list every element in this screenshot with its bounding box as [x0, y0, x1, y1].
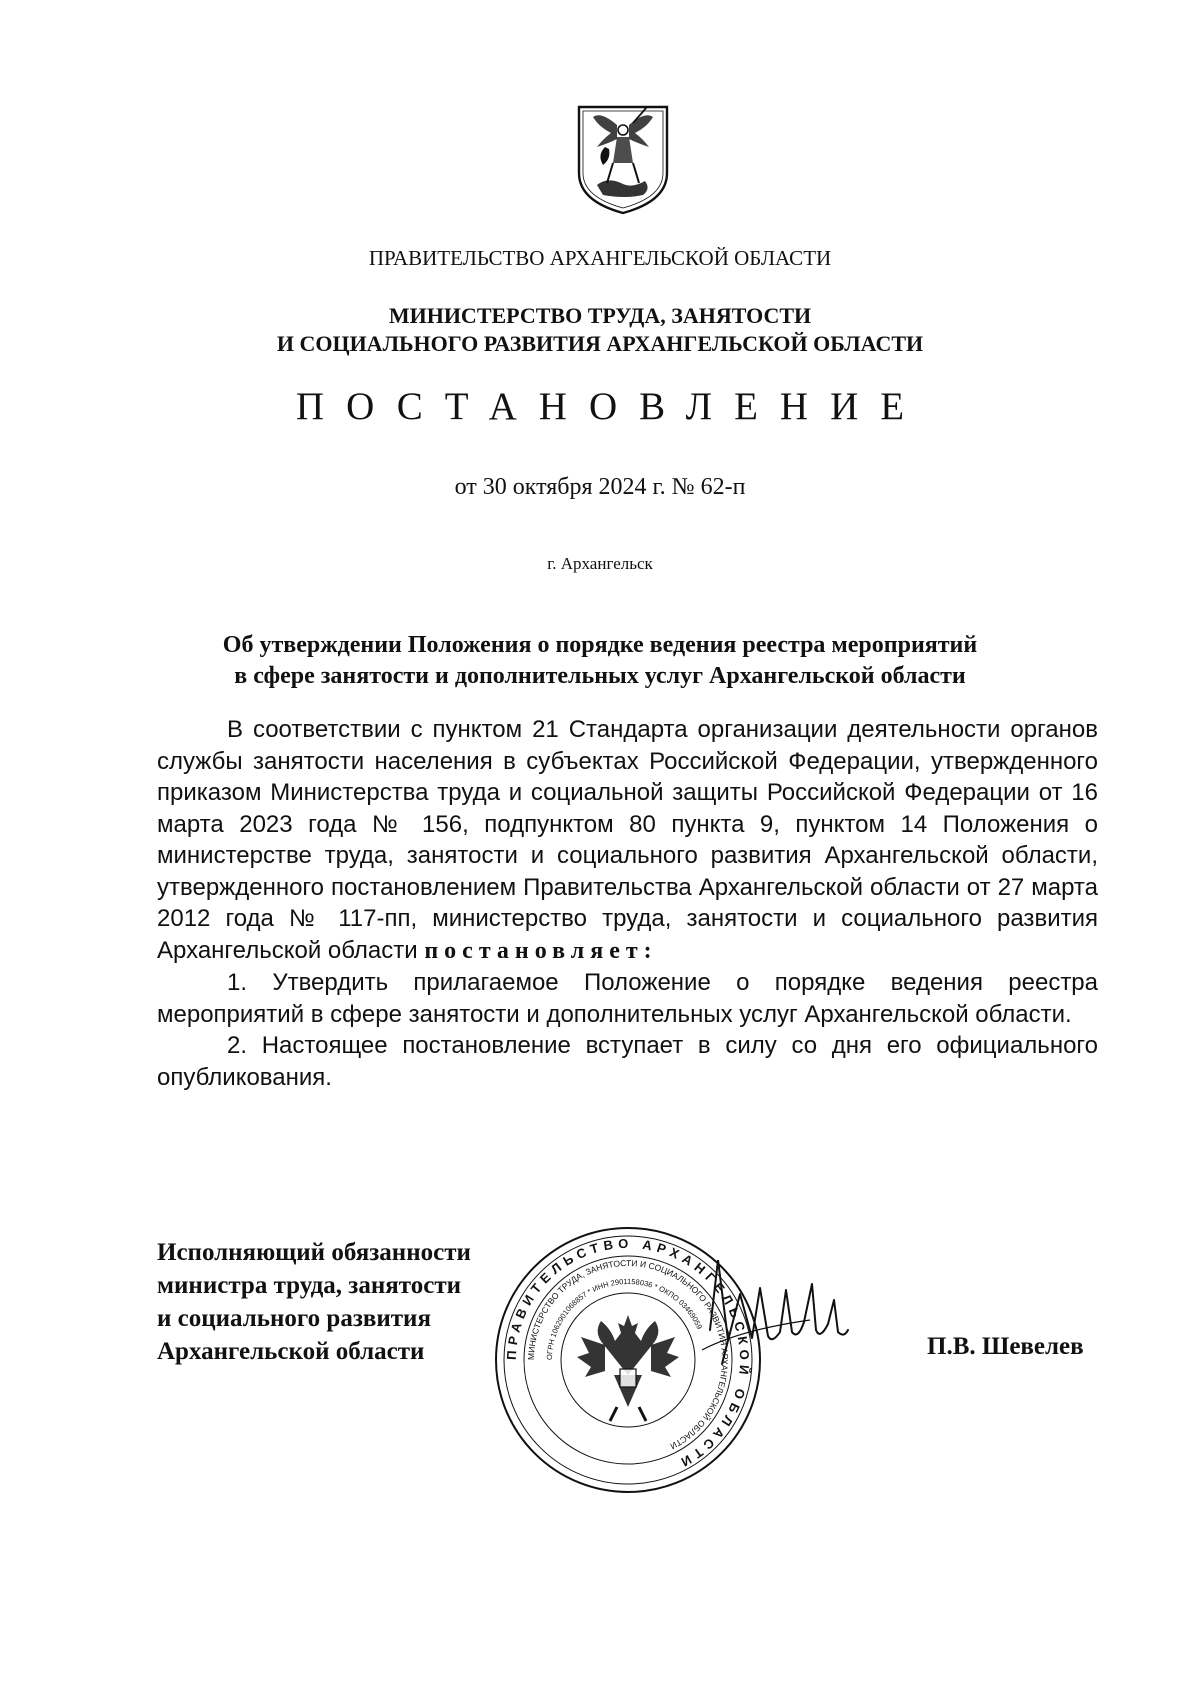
- document-city: г. Архангельск: [547, 554, 653, 573]
- document-body: [157, 714, 1098, 1093]
- government-name: ПРАВИТЕЛЬСТВО АРХАНГЕЛЬСКОЙ ОБЛАСТИ: [368, 246, 832, 270]
- decree-word: постановляет:: [424, 937, 658, 964]
- stamp-inner-text: МИНИСТЕРСТВО ТРУДА, ЗАНЯТОСТИ И СОЦИАЛЬНОГО РАЗВИТИЯ АРХАНГЕЛЬСКОЙ ОБЛАСТИ: [525, 1257, 731, 1452]
- coat-of-arms-icon: [573, 103, 673, 215]
- subject-line-2: в сфере занятости и дополнительных услуг Архангельской области: [234, 663, 966, 689]
- item-1-paragraph: 1. Утвердить прилагаемое Положение о порядке ведения реестра мероприятий в сфере занятости и дополнительных услуг Архангельской области.: [157, 969, 1098, 1028]
- signatory-title-line-4: Архангельской области: [157, 1338, 425, 1365]
- signer-name: П.В. Шевелев: [927, 1333, 1084, 1360]
- stamp-outer-text: ПРАВИТЕЛЬСТВО АРХАНГЕЛЬСКОЙ ОБЛАСТИ: [503, 1235, 753, 1473]
- ministry-line-1: МИНИСТЕРСТВО ТРУДА, ЗАНЯТОСТИ: [388, 303, 812, 328]
- preamble-text: В соответствии с пунктом 21 Стандарта организации деятельности органов службы занятости населения в субъектах Российской Федерации, утвержденного приказом Министерства труда и социальной защиты Российской Федерации от 16 марта 2023 года № 156, подпунктом 80 пункта 9, пунктом 14 Положения о министерстве труда, занятости и социального развития Архангельской области, утвержденного постановлением Правительства Архангельской области от 27 марта 2012 года № 117-пп, министерство труда, занятости и социального развития Архангельской области: [157, 716, 1098, 964]
- ministry-line-2: И СОЦИАЛЬНОГО РАЗВИТИЯ АРХАНГЕЛЬСКОЙ ОБЛАСТИ: [276, 331, 924, 356]
- signatory-title-line-3: и социального развития: [157, 1305, 431, 1332]
- signatory-title-line-1: Исполняющий обязанности: [157, 1239, 471, 1266]
- document-type: ПОСТАНОВЛЕНИЕ: [295, 385, 927, 428]
- stamp-eagle-icon: [577, 1315, 679, 1421]
- stamp-codes-text: ОГРН 1062901068857 * ИНН 2901158036 * ОКПО 03469059: [544, 1276, 705, 1361]
- item-2-paragraph: 2. Настоящее постановление вступает в силу со дня его официального опубликования.: [157, 1032, 1098, 1091]
- subject-line-1: Об утверждении Положения о порядке ведения реестра мероприятий: [222, 632, 978, 658]
- ministry-name: [0, 302, 1200, 358]
- handwritten-signature-icon: [700, 1260, 850, 1370]
- signatory-title-line-2: министра труда, занятости: [157, 1272, 462, 1299]
- signatory-title: [157, 1236, 471, 1368]
- document-subject: [0, 630, 1200, 692]
- document-date-number: от 30 октября 2024 г. № 62-п: [454, 474, 746, 500]
- preamble-paragraph: [157, 714, 1098, 967]
